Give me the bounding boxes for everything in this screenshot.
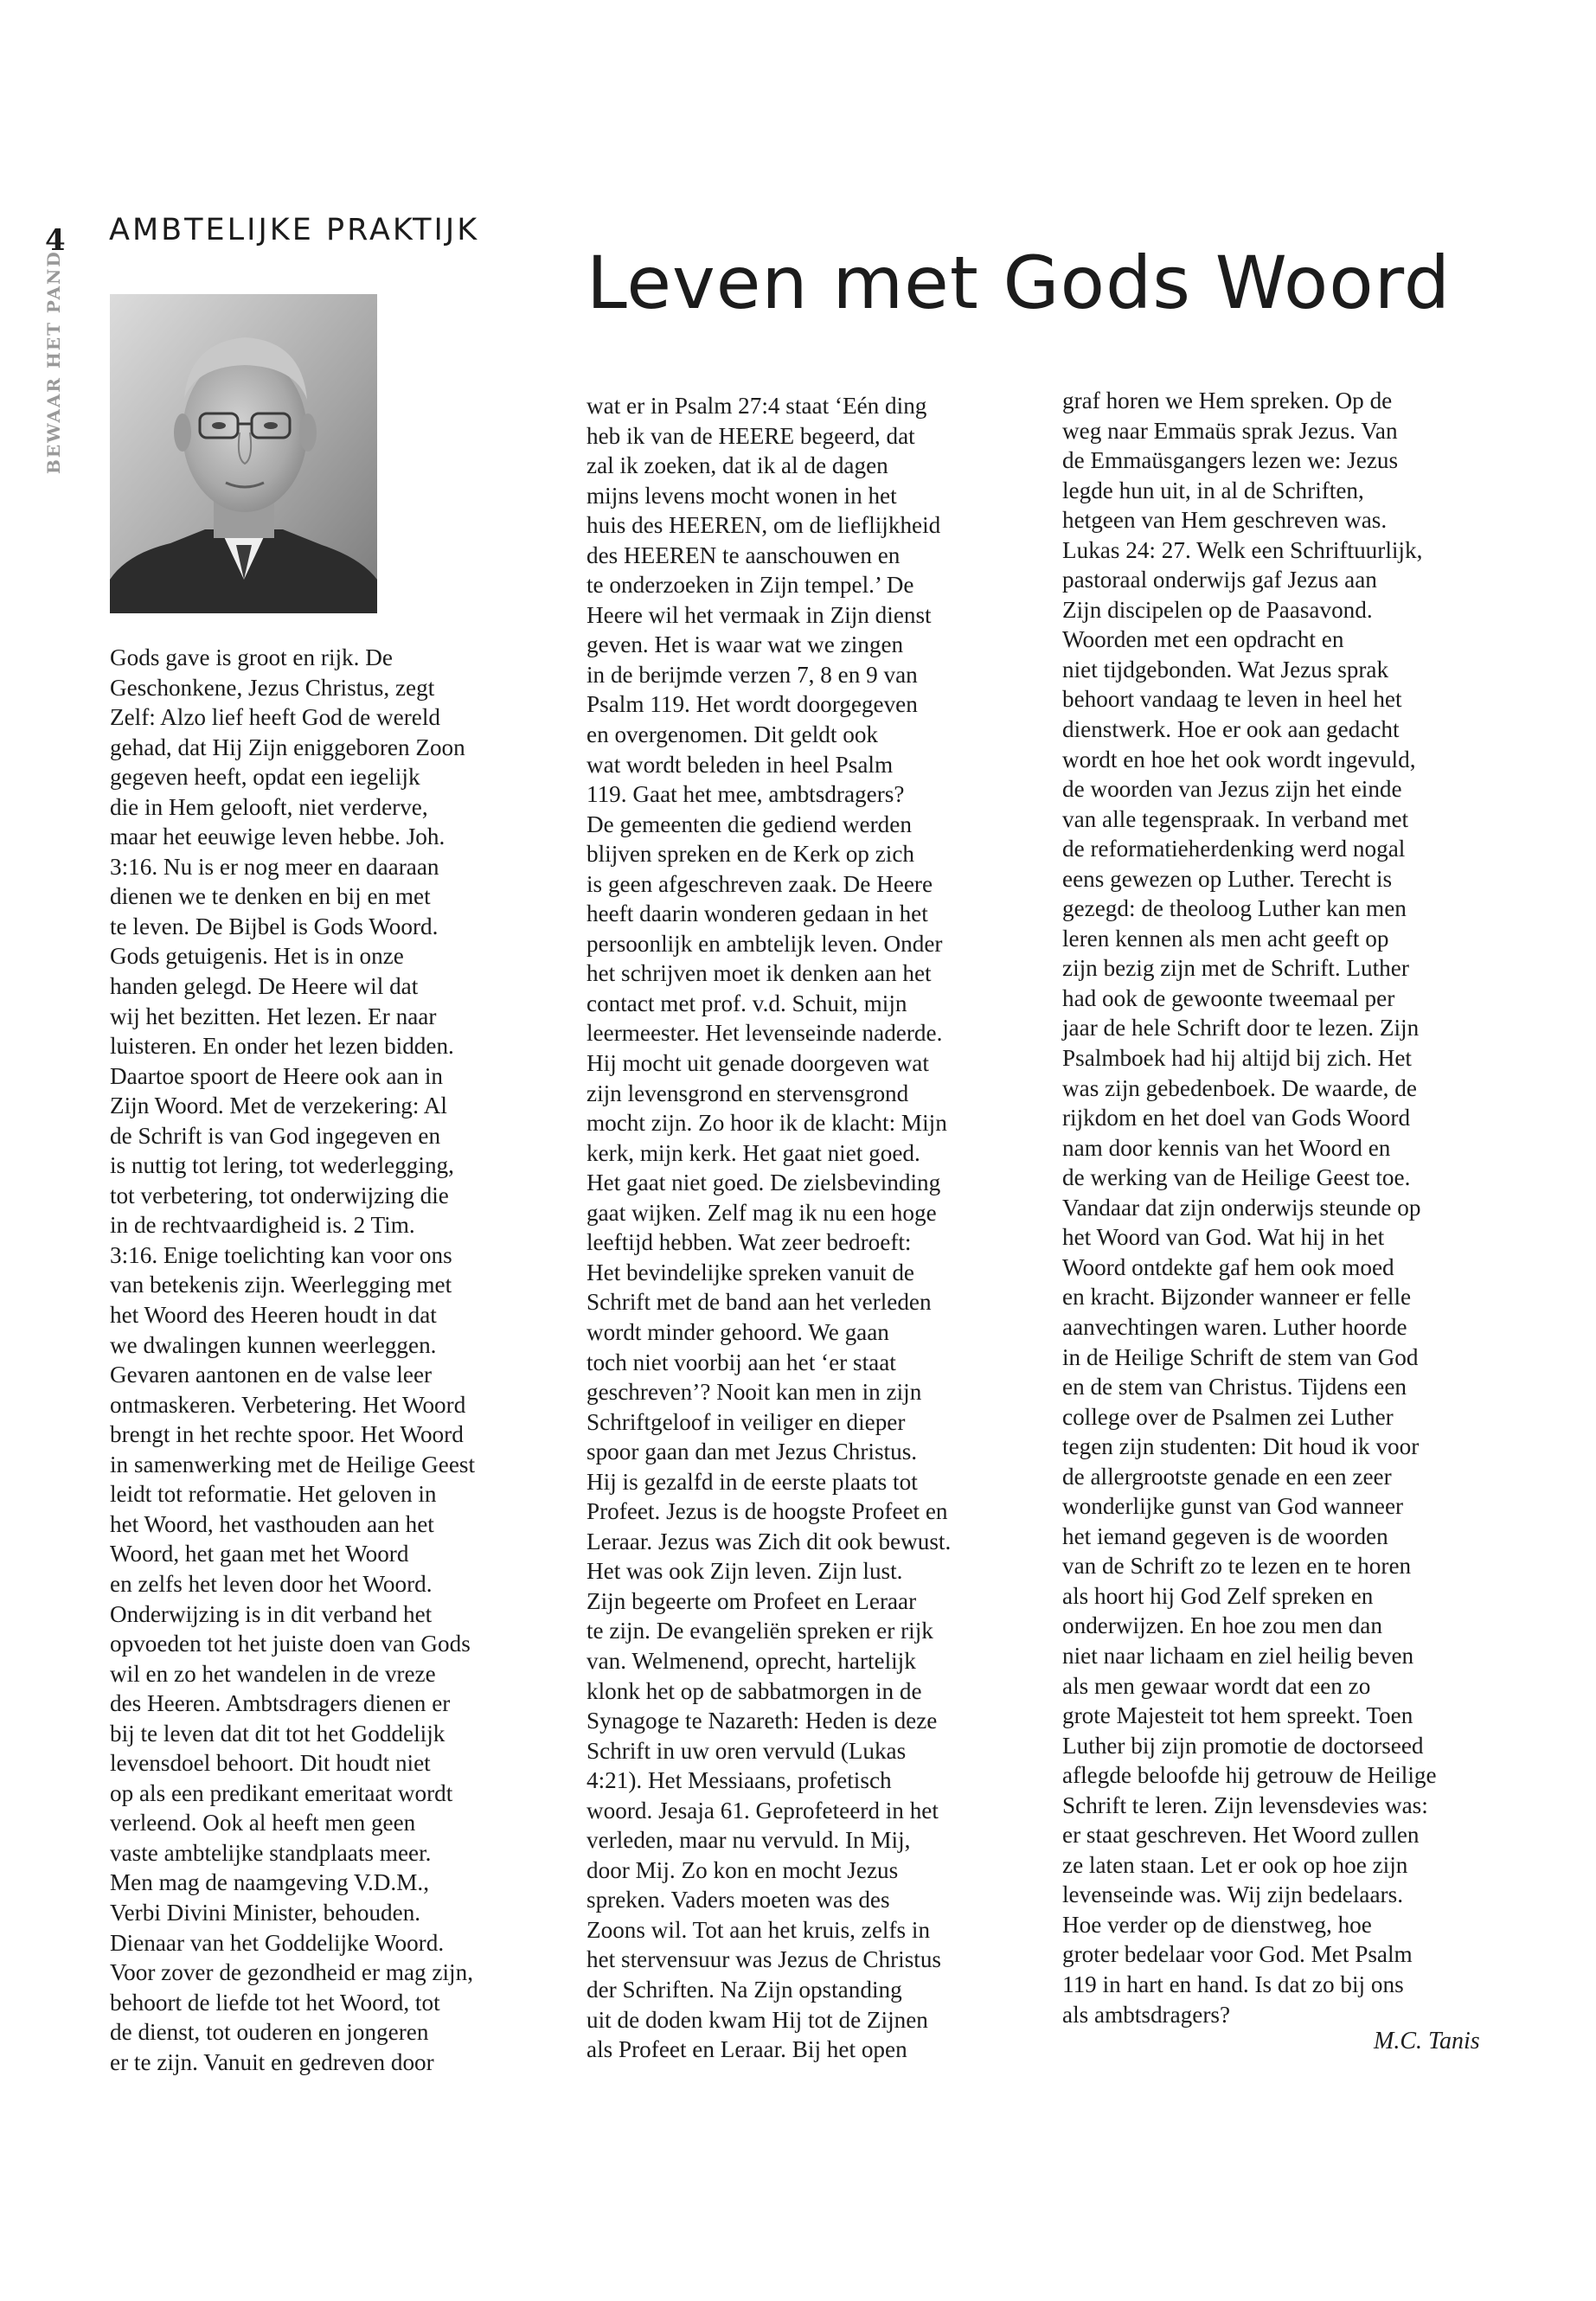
section-label: AMBTELIJKE PRAKTIJK <box>109 213 480 247</box>
article-column-1: Gods gave is groot en rijk. De Geschonkene, Jezus Christus, zegt Zelf: Alzo lief heeft God de wereld gehad, dat Hij Zijn eniggeboren Zoon gegeven heeft, opdat een iegelijk die in Hem gelooft, niet verderve, maar het eeuwige leven hebbe. Joh. 3:16. Nu is er nog meer en daaraan dienen we te denken en bij en met te leven. De Bijbel is Gods Woord. Gods getuigenis. Het is in onze handen gelegd. De Heere wil dat wij het bezitten. Het lezen. Er naar luisteren. En onder het lezen bidden. Daartoe spoort de Heere ook aan in Zijn Woord. Met de verzekering: Al de Schrift is van God ingegeven en is nuttig tot lering, tot wederlegging, tot verbetering, tot onderwijzing die in de rechtvaardigheid is. 2 Tim. 3:16. Enige toelichting kan voor ons van betekenis zijn. Weerlegging met het Woord des Heeren houdt in dat we dwalingen kunnen weerleggen. Gevaren aantonen en de valse leer ontmaskeren. Verbetering. Het Woord brengt in het rechte spoor. Het Woord in samenwerking met de Heilige Geest leidt tot reformatie. Het geloven in het Woord, het vasthouden aan het Woord, het gaan met het Woord en zelfs het leven door het Woord. Onderwijzing is in dit verband het opvoeden tot het juiste doen van Gods wil en zo het wandelen in de vreze des Heeren. Ambtsdragers dienen er bij te leven dat dit tot het Goddelijk levensdoel behoort. Dit houdt niet op als een predikant emeritaat wordt verleend. Ook al heeft men geen vaste ambtelijke standplaats meer. Men mag de naamgeving V.D.M., Verbi Divini Minister, behouden. Dienaar van het Goddelijke Woord. Voor zover de gezondheid er mag zijn, behoort de liefde tot het Woord, tot de dienst, tot ouderen en jongeren er te zijn. Vanuit en gedreven door <box>110 644 476 2075</box>
page-number: 4 <box>45 223 66 258</box>
article-headline: Leven met Gods Woord <box>586 240 1452 325</box>
article-column-2: wat er in Psalm 27:4 staat ‘Eén ding heb ik van de HEERE begeerd, dat zal ik zoeken, dat ik al de dagen mijns levens mocht wonen in het huis des HEEREN, om de lieflijkheid des HEEREN te aanschouwen en te onderzoeken in Zijn tempel.’ De Heere wil het vermaak in Zijn dienst geven. Het is waar wat we zingen in de berijmde verzen 7, 8 en 9 van Psalm 119. Het wordt doorgegeven en overgenomen. Dit geldt ook wat wordt beleden in heel Psalm 119. Gaat het mee, ambtsdragers? De gemeenten die gediend werden blijven spreken en de Kerk op zich is geen afgeschreven zaak. De Heere heeft daarin wonderen gedaan in het persoonlijk en ambtelijk leven. Onder het schrijven moet ik denken aan het contact met prof. v.d. Schuit, mijn leermeester. Het levenseinde naderde. Hij mocht uit genade doorgeven wat zijn levensgrond en stervensgrond mocht zijn. Zo hoor ik de klacht: Mijn kerk, mijn kerk. Het gaat niet goed. Het gaat niet goed. De zielsbevinding gaat wijken. Zelf mag ik nu een hoge leeftijd hebben. Wat zeer bedroeft: Het bevindelijke spreken vanuit de Schrift met de band aan het verleden wordt minder gehoord. We gaan toch niet voorbij aan het ‘er staat geschreven’? Nooit kan men in zijn Schriftgeloof in veiliger en dieper spoor gaan dan met Jezus Christus. Hij is gezalfd in de eerste plaats tot Profeet. Jezus is de hoogste Profeet en Leraar. Jezus was Zich dit ook bewust. Het was ook Zijn leven. Zijn lust. Zijn begeerte om Profeet en Leraar te zijn. De evangeliën spreken er rijk van. Welmenend, oprecht, hartelijk klonk het op de sabbatmorgen in de Synagoge te Nazareth: Heden is deze Schrift in uw oren vervuld (Lukas 4:21). Het Messiaans, profetisch woord. Jesaja 61. Geprofeteerd in het verleden, maar nu vervuld. In Mij, door Mij. Zo kon en mocht Jezus spreken. Vaders moeten was des Zoons wil. Tot aan het kruis, zelfs in het stervensuur was Jezus de Christus der Schriften. Na Zijn opstanding uit de doden kwam Hij tot de Zijnen als Profeet en Leraar. Bij het open <box>586 393 952 2063</box>
article-column-3: graf horen we Hem spreken. Op de weg naar Emmaüs sprak Jezus. Van de Emmaüsgangers lezen we: Jezus legde hun uit, in al de Schriften, hetgeen van Hem geschreven was. Lukas 24: 27. Welk een Schriftuurlijk, pastoraal onderwijs gaf Jezus aan Zijn discipelen op de Paasavond. Woorden met een opdracht en niet tijdgebonden. Wat Jezus sprak behoort vandaag te leven in heel het dienstwerk. Hoe er ook aan gedacht wordt en hoe het ook wordt ingevuld, de woorden van Jezus zijn het einde van alle tegenspraak. In verband met de reformatieherdenking werd nogal eens gewezen op Luther. Terecht is gezegd: de theoloog Luther kan men leren kennen als men acht geeft op zijn bezig zijn met de Schrift. Luther had ook de gewoonte tweemaal per jaar de hele Schrift door te lezen. Zijn Psalmboek had hij altijd bij zich. Het was zijn gebedenboek. De waarde, de rijkdom en het doel van Gods Woord nam door kennis van het Woord en de werking van de Heilige Geest toe. Vandaar dat zijn onderwijs steunde op het Woord van God. Wat hij in het Woord ontdekte gaf hem ook moed en kracht. Bijzonder wanneer er felle aanvechtingen waren. Luther hoorde in de Heilige Schrift de stem van God en de stem van Christus. Tijdens een college over de Psalmen zei Luther tegen zijn studenten: Dit houd ik voor de allergrootste genade en een zeer wonderlijke gunst van God wanneer het iemand gegeven is de woorden van de Schrift zo te lezen en te horen als hoort hij God Zelf spreken en onderwijzen. En hoe zou men dan niet naar lichaam en ziel heilig beven als men gewaar wordt dat een zo grote Majesteit tot hem spreekt. Toen Luther bij zijn promotie de doctorseed aflegde beloofde hij getrouw de Heilige Schrift te leren. Zijn levensdevies was: er staat geschreven. Het Woord zullen ze laten staan. Let er ook op hoe zijn levenseinde was. Wij zijn bedelaars. Hoe verder op de dienstweg, hoe groter bedelaar voor God. Met Psalm 119 in hart en hand. Is dat zo bij ons als ambtsdragers? <box>1062 388 1437 2028</box>
author-byline: M.C. Tanis <box>1374 2028 1480 2054</box>
author-portrait <box>110 294 377 613</box>
running-title: BEWAAR HET PAND <box>43 250 64 474</box>
